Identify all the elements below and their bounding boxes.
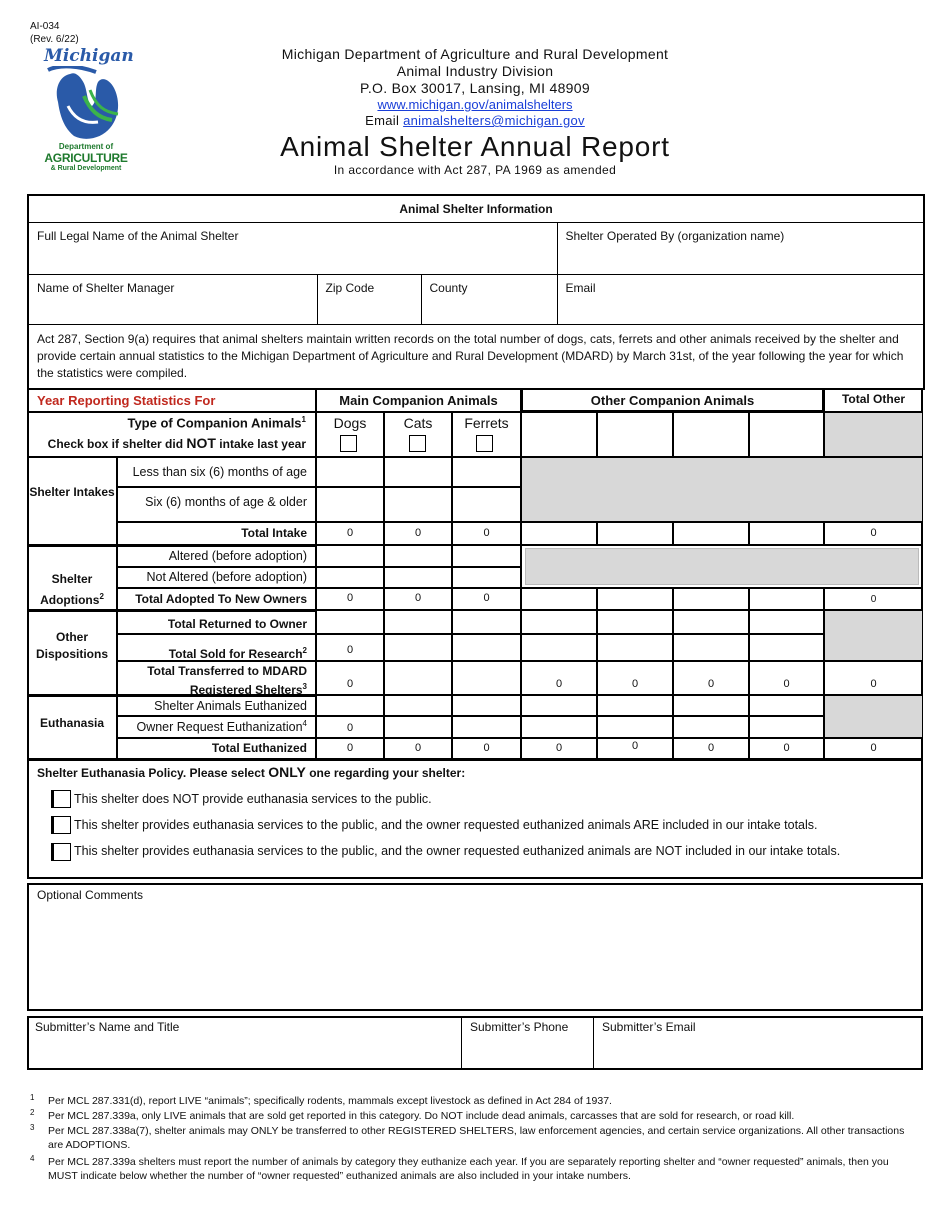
other4-shelter-euth-input[interactable] [749, 695, 824, 716]
dogs-owner-euth: 0 [346, 722, 354, 734]
other1-shelter-euth-input[interactable] [521, 695, 597, 716]
cats-six-older-input[interactable] [384, 487, 452, 522]
header-block [200, 46, 750, 177]
ferrets-less-six-input[interactable] [452, 457, 521, 487]
footnote-4 [30, 1155, 910, 1183]
total-euth-label: Total Euthanized [211, 741, 307, 755]
adoptions-label-text: Shelter Adoptions [40, 572, 100, 607]
other4-returned-input[interactable] [749, 610, 824, 634]
footnote-1-number: 1 [30, 1093, 35, 1102]
ferrets-not-altered-input[interactable] [452, 567, 521, 588]
footnote-2-number: 2 [30, 1108, 35, 1117]
policy-heading [37, 764, 465, 780]
email-label: Email [565, 280, 596, 295]
other3-owner-euth-input[interactable] [673, 716, 749, 738]
ferrets-total-euth: 0 [483, 742, 490, 754]
total-other-intake: 0 [870, 527, 877, 539]
sold-label [117, 646, 307, 661]
other1-total-euth: 0 [555, 742, 563, 754]
other-animal-4-type[interactable] [749, 412, 824, 457]
check-not: NOT [186, 435, 216, 451]
other2-returned-input[interactable] [597, 610, 673, 634]
agency-name: Michigan Department of Agriculture and Rural Development [281, 46, 669, 62]
other2-total-intake[interactable] [597, 522, 673, 545]
ferrets-total-intake: 0 [483, 527, 490, 539]
cats-total-intake: 0 [414, 527, 422, 539]
other1-total-intake[interactable] [521, 522, 597, 545]
total-intake-label: Total Intake [241, 526, 307, 540]
revision-text: (Rev. 6/22) [30, 34, 79, 45]
footnote-3-number: 3 [30, 1123, 35, 1132]
cats-sold-input[interactable] [384, 634, 452, 661]
comments-field[interactable] [27, 883, 923, 1011]
michigan-map-icon [40, 66, 132, 146]
dogs-total-adopted: 0 [346, 592, 354, 604]
other2-total-euth: 0 [631, 740, 639, 752]
footnote-4-number: 4 [30, 1154, 35, 1163]
ferrets-transferred-input[interactable] [452, 661, 521, 695]
sold-label-text: Total Sold for Research [168, 647, 303, 661]
manager-field[interactable] [28, 274, 317, 324]
ferrets-owner-euth-input[interactable] [452, 716, 521, 738]
cats-not-altered-input[interactable] [384, 567, 452, 588]
form-subtitle: In accordance with Act 287, PA 1969 as amended [333, 163, 617, 177]
other1-total-adopted[interactable] [521, 588, 597, 610]
county-field[interactable] [421, 274, 557, 324]
year-label: Year Reporting Statistics For [37, 393, 216, 408]
fn2b-marker: 2 [302, 646, 307, 655]
cats-checkbox[interactable] [409, 435, 426, 452]
fn1-marker: 1 [301, 415, 306, 424]
euthanasia-label: Euthanasia [39, 716, 105, 730]
division-name: Animal Industry Division [396, 63, 554, 79]
cats-returned-input[interactable] [384, 610, 452, 634]
website-link[interactable]: www.michigan.gov/animalshelters [377, 97, 573, 112]
not-altered-label: Not Altered (before adoption) [146, 570, 307, 584]
other1-transferred: 0 [555, 678, 563, 690]
other2-sold-input[interactable] [597, 634, 673, 661]
dogs-checkbox[interactable] [340, 435, 357, 452]
ferrets-sold-input[interactable] [452, 634, 521, 661]
cats-less-six-input[interactable] [384, 457, 452, 487]
other4-sold-input[interactable] [749, 634, 824, 661]
operated-by-label: Shelter Operated By (organization name) [565, 228, 785, 243]
dogs-total-euth: 0 [346, 742, 354, 754]
fn4-marker: 4 [302, 719, 307, 728]
policy-option-3-checkbox[interactable] [53, 843, 71, 861]
dogs-less-six-input[interactable] [316, 457, 384, 487]
footnote-2-text: Per MCL 287.339a, only LIVE animals that are sold get reported in this category. Do NOT include dead animals, carcasses that are sold for research, or road kill. [48, 1110, 795, 1122]
policy-option-2-checkbox[interactable] [53, 816, 71, 834]
other4-total-adopted[interactable] [749, 588, 824, 610]
email-line [200, 113, 750, 129]
other3-sold-input[interactable] [673, 634, 749, 661]
dogs-six-older-input[interactable] [316, 487, 384, 522]
other4-owner-euth-input[interactable] [749, 716, 824, 738]
other3-total-adopted[interactable] [673, 588, 749, 610]
other3-returned-input[interactable] [673, 610, 749, 634]
intakes-label: Shelter Intakes [29, 485, 115, 499]
shelter-euth-label: Shelter Animals Euthanized [154, 699, 307, 713]
total-adopted-label: Total Adopted To New Owners [135, 592, 307, 606]
cats-shelter-euth-input[interactable] [384, 695, 452, 716]
other4-total-intake[interactable] [749, 522, 824, 545]
logo-state: Michigan [44, 46, 134, 66]
main-companion-heading: Main Companion Animals [339, 393, 498, 408]
other3-shelter-euth-input[interactable] [673, 695, 749, 716]
legal-name-field[interactable] [28, 222, 557, 274]
other2-owner-euth-input[interactable] [597, 716, 673, 738]
policy-option-1-checkbox[interactable] [53, 790, 71, 808]
transferred-label [117, 663, 307, 698]
adoptions-label [27, 571, 117, 609]
fn3-marker: 3 [302, 682, 307, 691]
email-label: Email [365, 113, 400, 128]
cats-total-adopted: 0 [414, 592, 422, 604]
policy-option-3: This shelter provides euthanasia services to the public, and the owner requested euthanized animals are NOT included in our intake totals. [74, 844, 841, 858]
policy-only: ONLY [268, 764, 306, 780]
total-other-adopted: 0 [870, 594, 877, 605]
returned-label: Total Returned to Owner [167, 617, 307, 631]
ferrets-checkbox[interactable] [476, 435, 493, 452]
transferred-line2: Registered Shelters [189, 683, 303, 697]
total-other-transferred: 0 [870, 678, 877, 690]
dogs-not-altered-input[interactable] [316, 567, 384, 588]
manager-label: Name of Shelter Manager [37, 280, 175, 295]
other2-transferred: 0 [631, 678, 639, 690]
dogs-total-intake: 0 [346, 527, 354, 539]
cats-owner-euth-input[interactable] [384, 716, 452, 738]
submitter-email-field[interactable] [594, 1016, 923, 1070]
other3-total-intake[interactable] [673, 522, 749, 545]
comments-label: Optional Comments [37, 888, 144, 902]
dogs-label: Dogs [333, 415, 367, 431]
footnote-4-text: Per MCL 287.339a shelters must report the number of animals by category they euthanize each year. If you are separately reporting shelter and “owner requested” animals, then you MUST indicate below whether the number of “owner requested” euthanized animals are also included in your intake numbers. [48, 1156, 889, 1182]
other3-total-euth: 0 [707, 742, 715, 754]
policy-option-2: This shelter provides euthanasia services to the public, and the owner requested euthanized animals ARE included in our intake totals. [74, 818, 818, 832]
cats-altered-input[interactable] [384, 545, 452, 567]
form-number-text: AI-034 [30, 21, 60, 32]
form-title: Animal Shelter Annual Report [280, 131, 670, 162]
fn2-marker: 2 [99, 592, 104, 601]
other4-transferred: 0 [783, 678, 790, 690]
transferred-line1: Total Transferred to MDARD [147, 664, 307, 678]
legal-name-label: Full Legal Name of the Animal Shelter [37, 228, 239, 243]
other-companion-heading: Other Companion Animals [590, 393, 755, 408]
ferrets-returned-input[interactable] [452, 610, 521, 634]
owner-euth-text: Owner Request Euthanization [136, 720, 303, 735]
other-dispositions-label: Other Dispositions [35, 630, 108, 661]
other-animal-1-type[interactable] [521, 412, 597, 457]
footnote-1 [30, 1094, 910, 1108]
owner-euth-label [117, 719, 307, 734]
total-other-euth: 0 [870, 742, 877, 754]
check-label-post: intake last year [219, 437, 306, 451]
other4-total-euth: 0 [783, 742, 790, 754]
dogs-altered-input[interactable] [316, 545, 384, 567]
altered-label: Altered (before adoption) [168, 549, 307, 563]
ferrets-shelter-euth-input[interactable] [452, 695, 521, 716]
address: P.O. Box 30017, Lansing, MI 48909 [360, 80, 590, 96]
dogs-shelter-euth-input[interactable] [316, 695, 384, 716]
zip-field[interactable] [317, 274, 421, 324]
county-label: County [429, 280, 468, 295]
dogs-transferred: 0 [346, 678, 354, 690]
other1-returned-input[interactable] [521, 610, 597, 634]
submitter-phone-label: Submitter’s Phone [470, 1020, 569, 1034]
type-label-text: Type of Companion Animals [127, 415, 302, 431]
other-animal-2-type[interactable] [597, 412, 673, 457]
other1-owner-euth-input[interactable] [521, 716, 597, 738]
submitter-name-field[interactable] [27, 1016, 462, 1070]
footnote-3 [30, 1124, 910, 1152]
other1-sold-input[interactable] [521, 634, 597, 661]
policy-option-1: This shelter does NOT provide euthanasia services to the public. [74, 792, 432, 806]
type-label [30, 415, 306, 430]
shelter-info-heading: Animal Shelter Information [28, 195, 924, 222]
footnote-3-text: Per MCL 287.338a(7), shelter animals may ONLY be transferred to other REGISTERED SHELTERS, law enforcement agencies, and certain service organizations. All other transactions are ADOPTIONS. [48, 1125, 905, 1151]
other-animal-3-type[interactable] [673, 412, 749, 457]
policy-heading-pre: Shelter Euthanasia Policy. Please select [37, 766, 265, 780]
operated-by-field[interactable] [557, 222, 924, 274]
footnote-1-text: Per MCL 287.331(d), report LIVE “animals”; specifically rodents, mammals except livestock as defined in Act 284 of 1937. [48, 1095, 612, 1107]
form-number [30, 20, 79, 46]
other2-shelter-euth-input[interactable] [597, 695, 673, 716]
ferrets-label: Ferrets [464, 415, 509, 431]
mdard-logo [40, 46, 132, 180]
ferrets-altered-input[interactable] [452, 545, 521, 567]
email-field[interactable] [557, 274, 924, 324]
dogs-sold: 0 [346, 644, 354, 656]
total-other-heading: Total Other [841, 392, 906, 406]
other2-total-adopted[interactable] [597, 588, 673, 610]
less-six-label: Less than six (6) months of age [132, 465, 307, 479]
act-paragraph: Act 287, Section 9(a) requires that animal shelters maintain written records on the total number of dogs, cats, ferrets and other animals received by the shelter and provide certain annual statistics to the Michigan Department of Agriculture and Rural Development (MDARD) by March 31st, of the year following the year for which the statistics were compiled. [37, 331, 904, 380]
cats-total-euth: 0 [414, 742, 422, 754]
other3-transferred: 0 [707, 678, 715, 690]
policy-heading-post: one regarding your shelter: [309, 766, 466, 780]
footnote-2 [30, 1109, 910, 1123]
logo-line1: Department of [58, 142, 114, 151]
check-label [30, 435, 306, 451]
ferrets-total-adopted: 0 [483, 592, 490, 604]
logo-line2: AGRICULTURE [44, 151, 128, 165]
logo-line3: & Rural Development [50, 165, 122, 172]
ferrets-six-older-input[interactable] [452, 487, 521, 522]
cats-label: Cats [403, 415, 433, 431]
submitter-email-label: Submitter’s Email [602, 1020, 696, 1034]
check-label-pre: Check box if shelter did [47, 437, 184, 451]
zip-label: Zip Code [325, 280, 375, 295]
dogs-returned-input[interactable] [316, 610, 384, 634]
submitter-phone-field[interactable] [461, 1016, 594, 1070]
submitter-name-label: Submitter’s Name and Title [35, 1020, 180, 1034]
shelter-info-table [27, 194, 925, 390]
email-link[interactable]: animalshelters@michigan.gov [403, 113, 585, 128]
six-older-label: Six (6) months of age & older [145, 495, 307, 509]
cats-transferred-input[interactable] [384, 661, 452, 695]
